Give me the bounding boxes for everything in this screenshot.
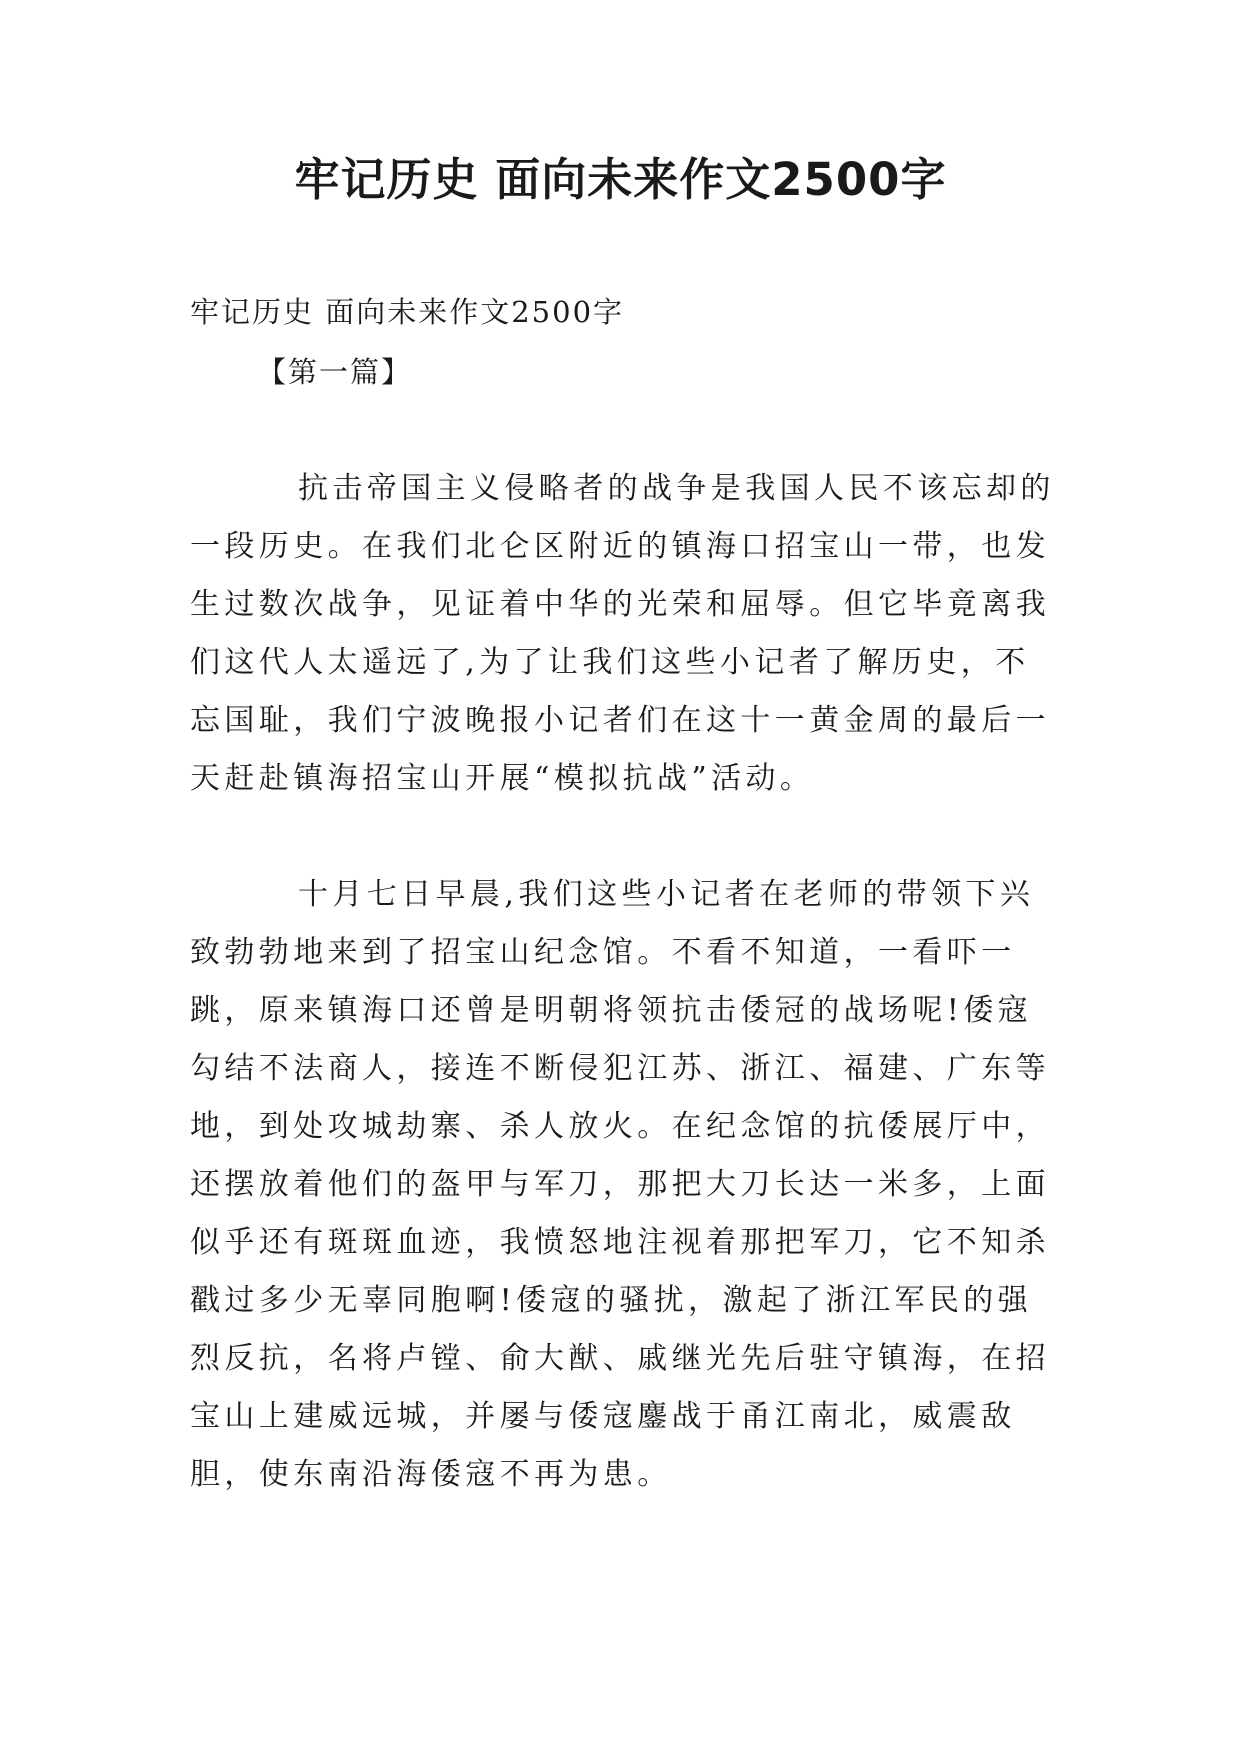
document-title: 牢记历史 面向未来作文2500字 bbox=[294, 153, 947, 206]
body-paragraph-2: 十月七日早晨,我们这些小记者在老师的带领下兴致勃勃地来到了招宝山纪念馆。不看不知道，一看吓一跳，原来镇海口还曾是明朝将领抗击倭冠的战场呢!倭寇勾结不法商人，接连不断侵犯江苏、浙江、福建、广东等地，到处攻城劫寨、杀人放火。在纪念馆的抗倭展厅中，还摆放着他们的盔甲与军刀，那把大刀长达一米多，上面似乎还有斑斑血迹，我愤怒地注视着那把军刀，它不知杀戳过多少无辜同胞啊!倭寇的骚扰，激起了浙江军民的强烈反抗，名将卢镗、俞大猷、戚继光先后驻守镇海，在招宝山上建威远城，并屡与倭寇鏖战于甬江南北，威震敌胆，使东南沿海倭寇不再为患。 bbox=[190, 877, 1050, 1492]
document-subtitle: 牢记历史 面向未来作文2500字 bbox=[190, 295, 625, 329]
section-label: 【第一篇】 bbox=[257, 355, 413, 389]
body-paragraph-1: 抗击帝国主义侵略者的战争是我国人民不该忘却的一段历史。在我们北仑区附近的镇海口招宝山一带，也发生过数次战争，见证着中华的光荣和屈辱。但它毕竟离我们这代人太遥远了,为了让我们这些小记者了解历史，不忘国耻，我们宁波晚报小记者们在这十一黄金周的最后一天赶赴镇海招宝山开展“模拟抗战”活动。 bbox=[190, 471, 1055, 796]
